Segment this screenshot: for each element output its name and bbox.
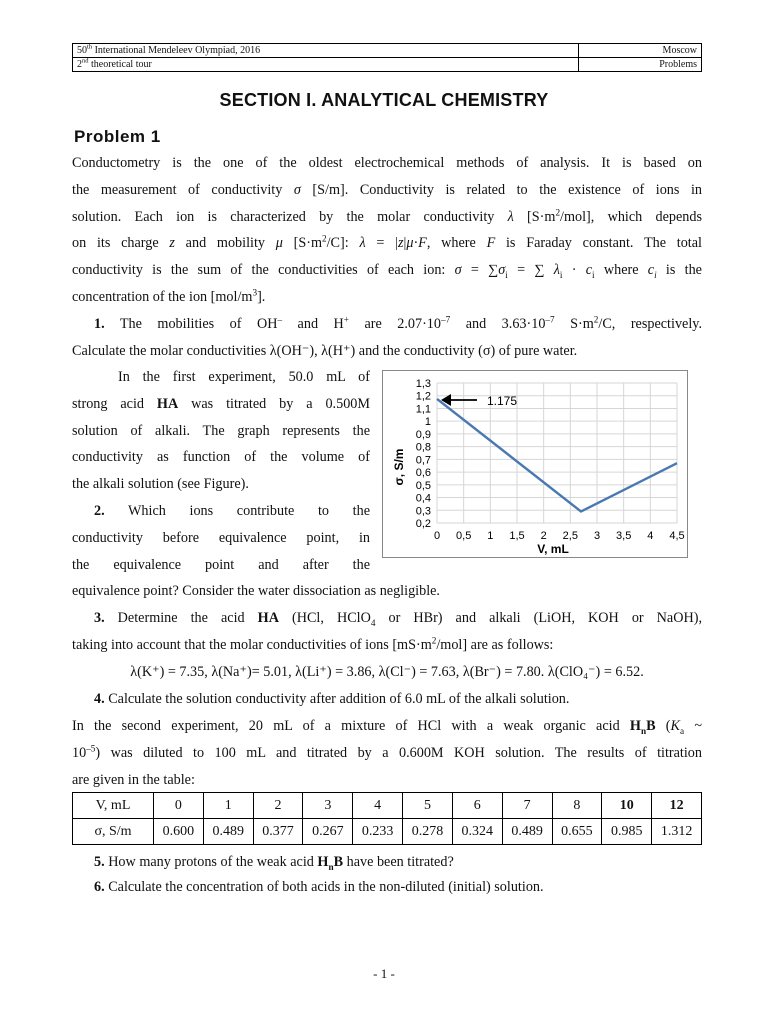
- x-tick-label: 1: [487, 530, 494, 542]
- table-cell-conductivity: 0.233: [353, 819, 403, 845]
- table-cell-volume: 10: [602, 793, 652, 819]
- table-cell-conductivity: 1.312: [652, 819, 702, 845]
- table-cell-conductivity: 0.324: [452, 819, 502, 845]
- y-tick-label: 1,3: [415, 378, 431, 390]
- intro-paragraph: Conductometry is the one of the oldest electrochemical methods of analysis. It is based on the measurement of conductivity σ [S/m]. Conductivity is related to the existence of ions in solution. Each ion is characterized by the molar conductivity λ $[S\cdot m^2/mol]$, which depends on its charge z and mobility μ $[S\cdot m^2/C]$: λ = |z|μ·F, where F is Faraday constant. The total conductivity is the sum of the conductivities of each ion: $\sigma = \sum\sigma_i$ = ∑ $\lambda_i \cdot c_i$ where $c_i$ is the concentration of the ion $[mol/m^3]$.: [72, 155, 703, 305]
- table-cell-volume: 3: [303, 793, 353, 819]
- x-tick-label: 4,5: [669, 530, 685, 542]
- table-cell-volume: 0: [154, 793, 204, 819]
- chart-x-ticks: [434, 530, 685, 542]
- header-city: Moscow: [578, 44, 701, 58]
- question-6: 6. Calculate the concentration of both acids in the non-diluted (initial) solution.: [94, 879, 544, 895]
- table-cell-conductivity: 0.278: [403, 819, 453, 845]
- chart-y-label: σ, S/m: [392, 448, 406, 486]
- chart-series-line: [437, 399, 677, 512]
- experiment-1: In the first experiment, 50.0 mL of strong acid HA was titrated by a 0.500M solution of alkali. The graph represents the conductivity as function of the volume of the alkali solution (see Figure). 2. Which ions contribute to the conductivity before equivalence point, in the equivalence point and after the: [72, 369, 370, 573]
- x-tick-label: 2: [540, 530, 547, 542]
- y-tick-label: 0,8: [415, 441, 431, 454]
- table-cell-volume: 7: [502, 793, 552, 819]
- y-tick-label: 1: [424, 416, 431, 429]
- x-tick-label: 3: [593, 530, 601, 542]
- table-cell-conductivity: 0.267: [303, 819, 353, 845]
- problem-title: Problem 1: [74, 127, 161, 146]
- question-3: 3. Determine the acid HA (HCl, HClO$_4$ or HBr) and alkali (LiOH, KOH or NaOH), taking into account that the molar conductivities of ions $[mS\cdot m^2/mol]$ are as follows: λ(K⁺) = 7.35, λ(Na⁺)= 5.01, λ(Li⁺) = 3.86, λ(Cl⁻) = 7.63, λ(Br⁻) = 7.80. λ(ClO₄⁻) = 6.52.: [72, 610, 702, 680]
- x-tick-label: 0: [433, 530, 441, 542]
- conductivity-chart: [382, 370, 688, 558]
- question-2-end: equivalence point? Consider the water dissociation as negligible.: [72, 583, 440, 599]
- experiment-2: In the second experiment, 20 mL of a mixture of HCl with a weak organic acid $H_nB$ ($K_a$ ~ $10^{-5}$) was diluted to 100 mL and titrated by a 0.600M KOH solution. The results of titration are given in the table:: [72, 718, 702, 788]
- header-tour: 2nd theoretical tour: [73, 58, 579, 72]
- header-type: Problems: [578, 58, 701, 72]
- table-cell-conductivity: 0.655: [552, 819, 602, 845]
- chart-grid: [437, 383, 677, 523]
- x-tick-label: 1,5: [509, 530, 525, 542]
- page-number: - 1 -: [373, 966, 395, 981]
- question-1: 1. The mobilities of OH– and H+ are $2.07\cdot 10^{-7}$ and $3.63\cdot 10^{-7}$ $S\cdot m^2/C$, respectively. Calculate the molar conductivities λ(OH⁻), λ(H⁺) and the conductivity (σ) of pure water.: [72, 314, 702, 359]
- table-header-conductivity: σ, S/m: [73, 819, 154, 845]
- header-table: [72, 43, 702, 72]
- table-cell-volume: 5: [403, 793, 453, 819]
- table-cell-volume: 2: [253, 793, 303, 819]
- table-cell-volume: 6: [452, 793, 502, 819]
- chart-y-ticks: [416, 378, 431, 530]
- question-4: 4. Calculate the solution conductivity after addition of 6.0 mL of the alkali solution.: [94, 691, 570, 707]
- section-title: SECTION I. ANALYTICAL CHEMISTRY: [219, 90, 549, 110]
- annotation-label: 1.175: [487, 394, 518, 408]
- y-tick-label: 0,5: [415, 479, 431, 492]
- table-cell-conductivity: 0.985: [602, 819, 652, 845]
- titration-table: [72, 792, 702, 845]
- y-tick-label: 0,6: [415, 467, 431, 480]
- table-cell-conductivity: 0.489: [203, 819, 253, 845]
- y-tick-label: 0,2: [415, 518, 431, 530]
- y-tick-label: 1,1: [415, 403, 431, 416]
- table-cell-conductivity: 0.600: [154, 819, 204, 845]
- y-tick-label: 0,4: [415, 492, 431, 505]
- chart-x-label: V, mL: [537, 542, 569, 556]
- table-row-volume: [73, 793, 702, 819]
- table-cell-conductivity: 0.377: [253, 819, 303, 845]
- y-tick-label: 0,7: [415, 454, 431, 467]
- x-tick-label: 4: [647, 530, 654, 542]
- question-5: 5. How many protons of the weak acid $H_nB$ have been titrated?: [94, 854, 454, 872]
- table-header-volume: V, mL: [73, 793, 154, 819]
- header-olympiad: 50th International Mendeleev Olympiad, 2016: [73, 44, 579, 58]
- table-row-conductivity: [73, 819, 702, 845]
- table-cell-volume: 4: [353, 793, 403, 819]
- x-tick-label: 2,5: [562, 530, 578, 542]
- x-tick-label: 0,5: [456, 530, 472, 542]
- table-cell-volume: 12: [652, 793, 702, 819]
- table-cell-conductivity: 0.489: [502, 819, 552, 845]
- x-tick-label: 3,5: [616, 530, 632, 542]
- y-tick-label: 0,9: [415, 428, 431, 441]
- table-cell-volume: 8: [552, 793, 602, 819]
- y-tick-label: 1,2: [415, 390, 431, 403]
- table-cell-volume: 1: [203, 793, 253, 819]
- y-tick-label: 0,3: [415, 505, 431, 518]
